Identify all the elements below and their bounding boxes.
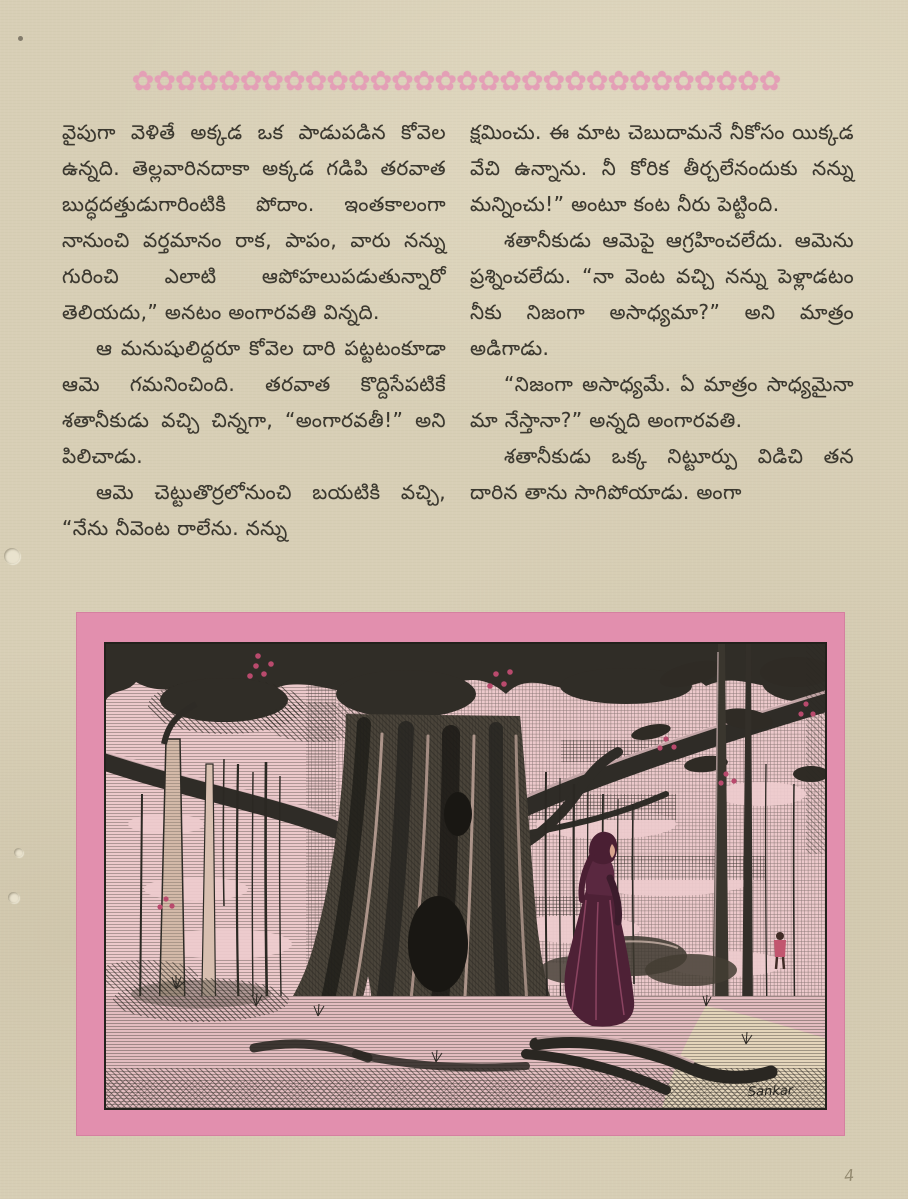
illustration-panel [104,642,827,1110]
paper-speck [18,36,23,41]
paper-hole [4,548,20,564]
story-text [62,114,854,546]
decorative-rosette-border: ✿✿✿✿✿✿✿✿✿✿✿✿✿✿✿✿✿✿✿✿✿✿✿✿✿✿✿✿✿✿ [131,66,781,97]
story-paragraph: శతానీకుడు ఆమెపై ఆగ్రహించలేదు. ఆమెను ప్రశ్నించలేదు. “నా వెంట వచ్చి నన్ను పెళ్లాడటం నీకు నిజంగా అసాధ్యమా?” అని మాత్రం అడిగాడు. [470,228,854,360]
illustration-frame [76,612,845,1136]
story-paragraph: క్షమించు. ఈ మాట చెబుదామనే నీకోసం యిక్కడ వేచి ఉన్నాను. నీ కోరిక తీర్చలేనందుకు నన్ను మన్నించు!” అంటూ కంట నీరు పెట్టింది. [470,120,854,216]
story-paragraph: వైపుగా వెళితే అక్కడ ఒక పాడుపడిన కోవెల ఉన్నది. తెల్లవారినదాకా అక్కడ గడిపి తరవాత బుద్ధదత్తుడుగారింటికి పోదాం. ఇంతకాలంగా నానుంచి వర్తమానం రాక, పాపం, వారు నన్ను గురించి ఎలాటి ఆపోహలుపడుతున్నారో తెలియదు,” అనటం అంగారవతి విన్నది. [62,120,446,324]
story-paragraph: “నిజంగా అసాధ్యమే. ఏ మాత్రం సాధ్యమైనా మా నేస్తానా?” అన్నది అంగారవతి. [470,372,854,432]
story-paragraph: శతానీకుడు ఒక్క నిట్టూర్పు విడిచి తన దారిన తాను సాగిపోయాడు. అంగా [470,444,854,504]
story-paragraph: ఆమె చెట్టుతొర్రలోనుంచి బయటికి వచ్చి, “నేను నీవెంట రాలేను. నన్ను [62,480,446,540]
trunk-hollow [408,896,468,992]
text-column-1 [62,114,446,546]
page-number: 4 [842,1165,855,1186]
paper-hole [8,892,19,903]
artist-signature: Sankar [747,1083,794,1100]
text-column-2 [470,114,854,546]
story-illustration [106,644,825,1108]
paper-hole [14,848,23,857]
story-paragraph: ఆ మనుషులిద్దరూ కోవెల దారి పట్టటంకూడా ఆమె గమనించింది. తరవాత కొద్దిసేపటికే శతానీకుడు వచ్చి చిన్నగా, “అంగారవతీ!” అని పిలిచాడు. [62,336,446,468]
